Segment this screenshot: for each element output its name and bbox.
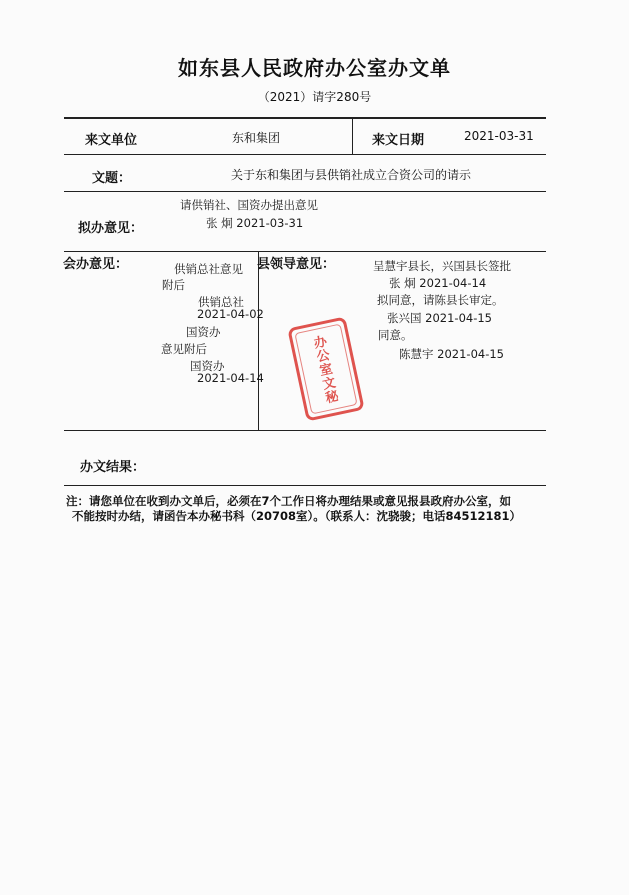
svg-text:办: 办 — [312, 334, 329, 352]
proposal-line-2: 张 炯 2021-03-31 — [206, 216, 304, 230]
source-unit-label: 来文单位 — [85, 133, 138, 148]
svg-text:文: 文 — [321, 375, 338, 393]
leader-opinion-line: 呈慧宇县长，兴国县长签批 — [373, 259, 511, 273]
column-divider — [258, 251, 259, 430]
leader-opinion-line: 张兴国 2021-04-15 — [387, 311, 492, 325]
co-opinion-line: 供销总社 — [198, 295, 244, 309]
row-divider — [64, 191, 546, 192]
result-label: 办文结果： — [80, 460, 146, 475]
source-unit-value: 东和集团 — [232, 131, 281, 145]
table-top-border — [64, 117, 546, 119]
co-opinion-line: 附后 — [162, 278, 185, 292]
leader-opinion-line: 拟同意，请陈县长审定。 — [377, 293, 504, 307]
co-opinion-line: 供销总社意见 — [174, 262, 243, 276]
co-opinion-line: 国资办 — [190, 359, 225, 373]
leader-opinion-line: 陈慧宇 2021-04-15 — [399, 347, 504, 361]
office-seal-stamp — [285, 315, 366, 424]
row-divider — [64, 485, 546, 486]
svg-text:秘: 秘 — [324, 389, 341, 407]
co-opinion-line: 国资办 — [186, 325, 221, 339]
document-number: （2021）请字280号 — [257, 90, 372, 104]
co-opinion-line: 意见附后 — [161, 342, 207, 356]
footer-note — [66, 494, 546, 524]
subject-label: 文题： — [92, 171, 132, 186]
co-opinion-line: 2021-04-02 — [197, 307, 264, 321]
row-divider — [64, 154, 546, 155]
footer-note-line-2: 不能按时办结，请函告本办秘书科（20708室）。（联系人：沈骁骏；电话84512181） — [72, 509, 522, 523]
row-divider — [64, 251, 546, 252]
page-title: 如东县人民政府办公室办文单 — [178, 56, 451, 80]
svg-text:公: 公 — [315, 348, 332, 366]
column-divider — [352, 118, 353, 154]
svg-text:室: 室 — [318, 361, 335, 380]
subject-value: 关于东和集团与县供销社成立合资公司的请示 — [231, 168, 472, 182]
co-opinion-label: 会办意见： — [63, 257, 129, 272]
seal-icon — [285, 315, 366, 424]
co-opinion-line: 2021-04-14 — [197, 371, 264, 385]
footer-note-line-1: 注：请您单位在收到办文单后，必须在7个工作日将办理结果或意见报县政府办公室，如 — [66, 494, 511, 508]
proposal-line-1: 请供销社、国资办提出意见 — [180, 198, 318, 212]
leader-opinion-line: 张 炯 2021-04-14 — [389, 276, 487, 290]
date-value: 2021-03-31 — [464, 129, 534, 143]
leader-opinion-label: 县领导意见： — [257, 257, 336, 272]
date-label: 来文日期 — [372, 133, 425, 148]
leader-opinion-line: 同意。 — [378, 328, 413, 342]
proposal-label: 拟办意见： — [78, 221, 144, 236]
row-divider — [64, 430, 546, 431]
